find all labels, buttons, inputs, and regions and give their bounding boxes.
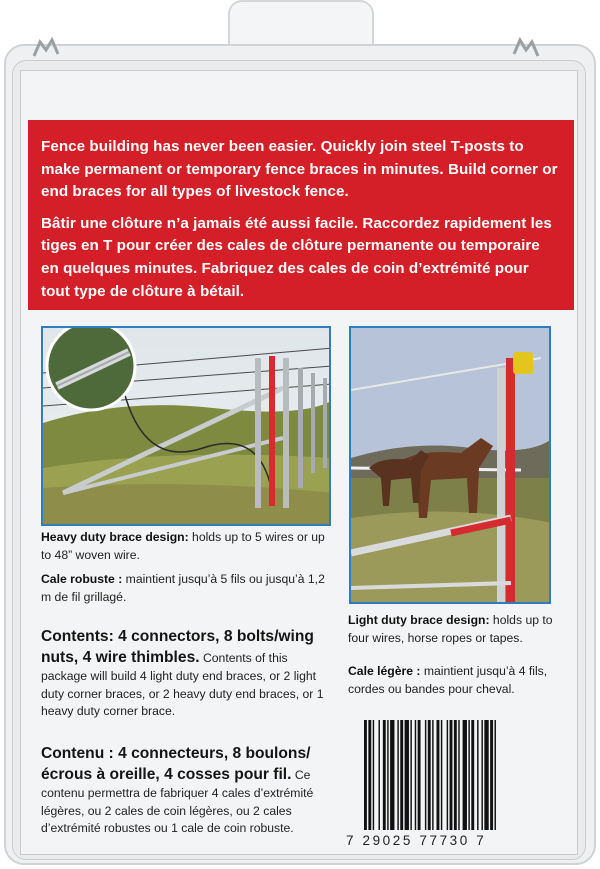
- barcode-bar: [397, 720, 398, 830]
- clip-icon: [30, 36, 62, 62]
- light-duty-title-fr: Cale légère :: [348, 664, 421, 678]
- barcode-bar: [441, 720, 442, 830]
- intro-english: Fence building has never been easier. Quickly join steel T-posts to make permanent or temporary fence braces in minutes. Build corner or end braces for all types of livestock fence.: [41, 138, 558, 201]
- contents-title: Contents: 4 connectors, 8 bolts/wing nuts, 4 wire thimbles.: [41, 628, 314, 666]
- barcode-number: 7 29025 77730 7: [346, 833, 487, 848]
- barcode-bar: [425, 720, 426, 830]
- barcode-bar: [383, 720, 386, 830]
- contents-title-fr: Contenu : 4 connecteurs, 8 boulons/écrous à oreille, 4 cosses pour fil.: [41, 745, 311, 783]
- barcode-bar: [463, 720, 467, 830]
- heavy-duty-text: holds up to 5 wires or up to 48” woven wire.: [41, 530, 325, 562]
- barcode-bar: [390, 720, 394, 830]
- heavy-duty-title-fr: Cale robuste :: [41, 572, 123, 586]
- heavy-duty-text-fr: maintient jusqu’à 5 fils ou jusqu’à 1,2 m de fil grillagé.: [41, 572, 325, 604]
- barcode-bar: [373, 720, 374, 830]
- heavy-duty-caption-fr: [41, 571, 331, 606]
- barcode-bar: [428, 720, 431, 830]
- barcode-bar: [400, 720, 403, 830]
- barcode-bar: [437, 720, 440, 830]
- light-duty-title: Light duty brace design:: [348, 613, 490, 627]
- contents-french: [41, 743, 337, 838]
- barcode-bar: [484, 720, 488, 830]
- barcode-bar: [481, 720, 482, 830]
- barcode-bar: [410, 720, 411, 830]
- contents-english: [41, 626, 337, 721]
- barcode-bar: [415, 720, 416, 830]
- heavy-duty-brace-photo: [41, 326, 331, 526]
- barcode-bar: [450, 720, 453, 830]
- barcode-bar: [418, 720, 421, 830]
- barcode-bar: [490, 720, 493, 830]
- light-duty-caption: [348, 612, 558, 647]
- light-duty-brace-photo: [349, 326, 551, 604]
- intro-french: Bâtir une clôture n’a jamais été aussi facile. Raccordez rapidement les tiges en T pour créer des cales de clôture permanente ou temporaire en quelques minutes. Fabriquez des cales de coin d’extrémité pour tout type de clôture à bétail.: [41, 214, 552, 300]
- barcode-bar: [432, 720, 433, 830]
- barcode-bar: [364, 720, 367, 830]
- intro-band: [28, 120, 574, 310]
- contents-text-fr: Ce contenu permettra de fabriquer 4 cales d’extrémité légères, ou 2 cales de coin légères, ou 2 cales d’extrémité robustes ou 1 cale de coin robuste.: [41, 768, 314, 835]
- heavy-duty-caption: [41, 529, 331, 564]
- barcode-bar: [447, 720, 448, 830]
- barcode-bar: [477, 720, 478, 830]
- barcode-bar: [458, 720, 459, 830]
- heavy-duty-title: Heavy duty brace design:: [41, 530, 189, 544]
- clip-icon: [510, 36, 542, 62]
- barcode: [362, 720, 548, 830]
- light-duty-caption-fr: [348, 663, 558, 698]
- barcode-bar: [379, 720, 380, 830]
- barcode-bar: [454, 720, 457, 830]
- contents-text: Contents of this package will build 4 light duty end braces, or 2 light duty corner braces, or 2 heavy duty end braces, or 1 heavy duty corner brace.: [41, 651, 324, 718]
- barcode-bar: [405, 720, 409, 830]
- barcode-bar: [468, 720, 469, 830]
- light-duty-text: holds up to four wires, horse ropes or tapes.: [348, 613, 553, 645]
- light-duty-text-fr: maintient jusqu’à 4 fils, cordes ou bandes pour cheval.: [348, 664, 548, 696]
- barcode-bar: [471, 720, 474, 830]
- barcode-bar: [387, 720, 388, 830]
- barcode-bar: [368, 720, 371, 830]
- barcode-bar: [495, 720, 496, 830]
